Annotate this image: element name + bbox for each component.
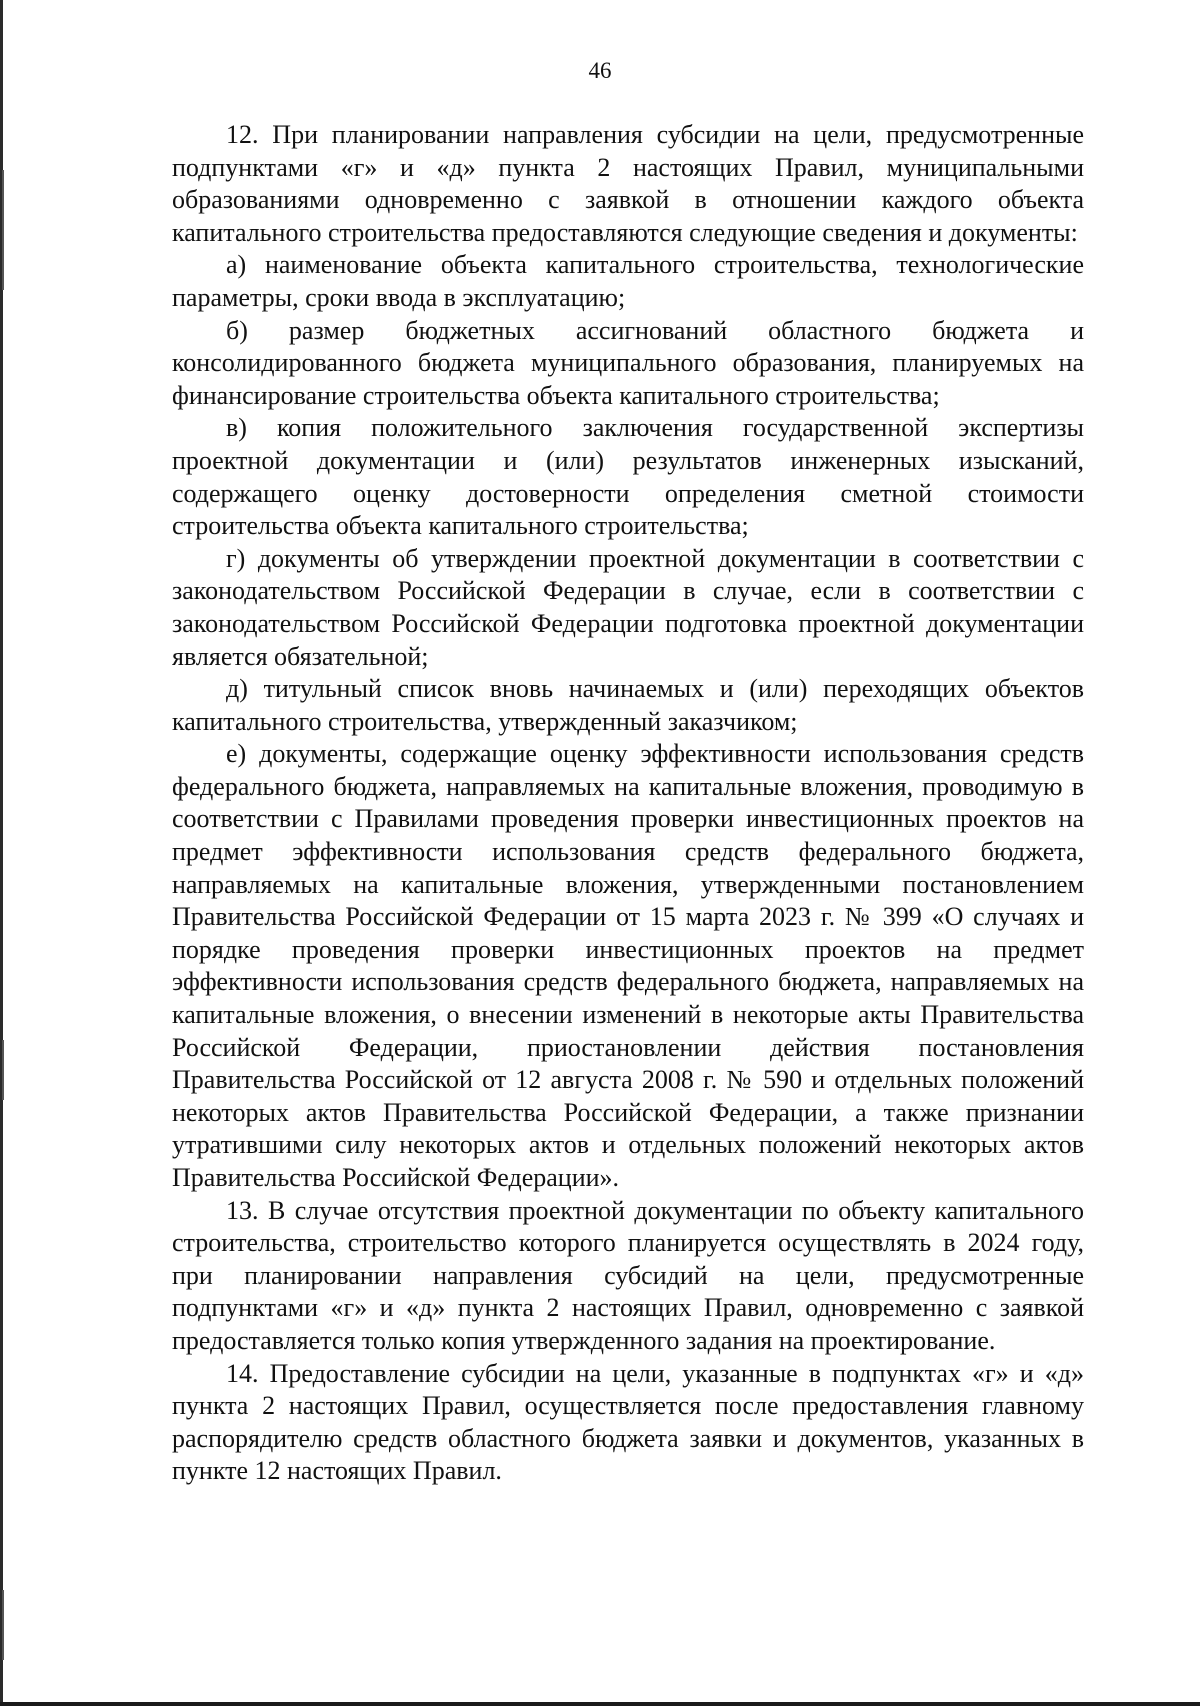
document-body: [172, 119, 1084, 1488]
scan-margin-mark: [2, 170, 4, 290]
scan-bottom-edge: [0, 1702, 1200, 1706]
scan-margin-mark: [2, 1040, 4, 1100]
paragraph-14: 14. Предоставление субсидии на цели, указанные в подпунктах «г» и «д» пункта 2 настоящих Правил, осуществляется после предоставления главному распорядителю средств областного бюджета заявки и документов, указанных в пункте 12 настоящих Правил.: [172, 1358, 1084, 1486]
scan-margin-mark: [2, 1590, 4, 1660]
paragraph-12-d: д) титульный список вновь начинаемых и (или) переходящих объектов капитального строительства, утвержденный заказчиком;: [172, 674, 1084, 736]
paragraph-12: 12. При планировании направления субсидии на цели, предусмотренные подпунктами «г» и «д» пункта 2 настоящих Правил, муниципальными образованиями одновременно с заявкой в отношении каждого объекта капитального строительства предоставляются следующие сведения и документы:: [172, 120, 1084, 247]
paragraph-12-a: а) наименование объекта капитального строительства, технологические параметры, сроки ввода в эксплуатацию;: [172, 250, 1084, 312]
paragraph-13: 13. В случае отсутствия проектной документации по объекту капитального строительства, строительство которого планируется осуществлять в 2024 году, при планировании направления субсидий на цели, предусмотренные подпунктами «г» и «д» пункта 2 настоящих Правил, одновременно с заявкой предоставляется только копия утвержденного задания на проектирование.: [172, 1195, 1084, 1355]
page-number: 46: [588, 58, 612, 83]
paragraph-12-e: е) документы, содержащие оценку эффективности использования средств федерального бюджета, направляемых на капитальные вложения, проводимую в соответствии с Правилами проведения проверки инвестиционных проектов на предмет эффективности использования средств федерального бюджета, направляемых на капитальные вложения, утвержденными постановлением Правительства Российской Федерации от 15 марта 2023 г. № 399 «О случаях и порядке проведения проверки инвестиционных проектов на предмет эффективности использования средств федерального бюджета, направляемых на капитальные вложения, о внесении изменений в некоторые акты Правительства Российской Федерации, приостановлении действия постановления Правительства Российской от 12 августа 2008 г. № 590 и отдельных положений некоторых актов Правительства Российской Федерации, а также признании утратившими силу некоторых актов и отдельных положений некоторых актов Правительства Российской Федерации».: [172, 739, 1084, 1192]
paragraph-12-g: г) документы об утверждении проектной документации в соответствии с законодательством Российской Федерации в случае, если в соответствии с законодательством Российской Федерации подготовка проектной документации является обязательной;: [172, 543, 1084, 671]
paragraph-12-v: в) копия положительного заключения государственной экспертизы проектной документации и (или) результатов инженерных изысканий, содержащего оценку достоверности определения сметной стоимости строительства объекта капитального строительства;: [172, 413, 1084, 541]
paragraph-12-b: б) размер бюджетных ассигнований областного бюджета и консолидированного бюджета муниципального образования, планируемых на финансирование строительства объекта капитального строительства;: [172, 315, 1084, 410]
